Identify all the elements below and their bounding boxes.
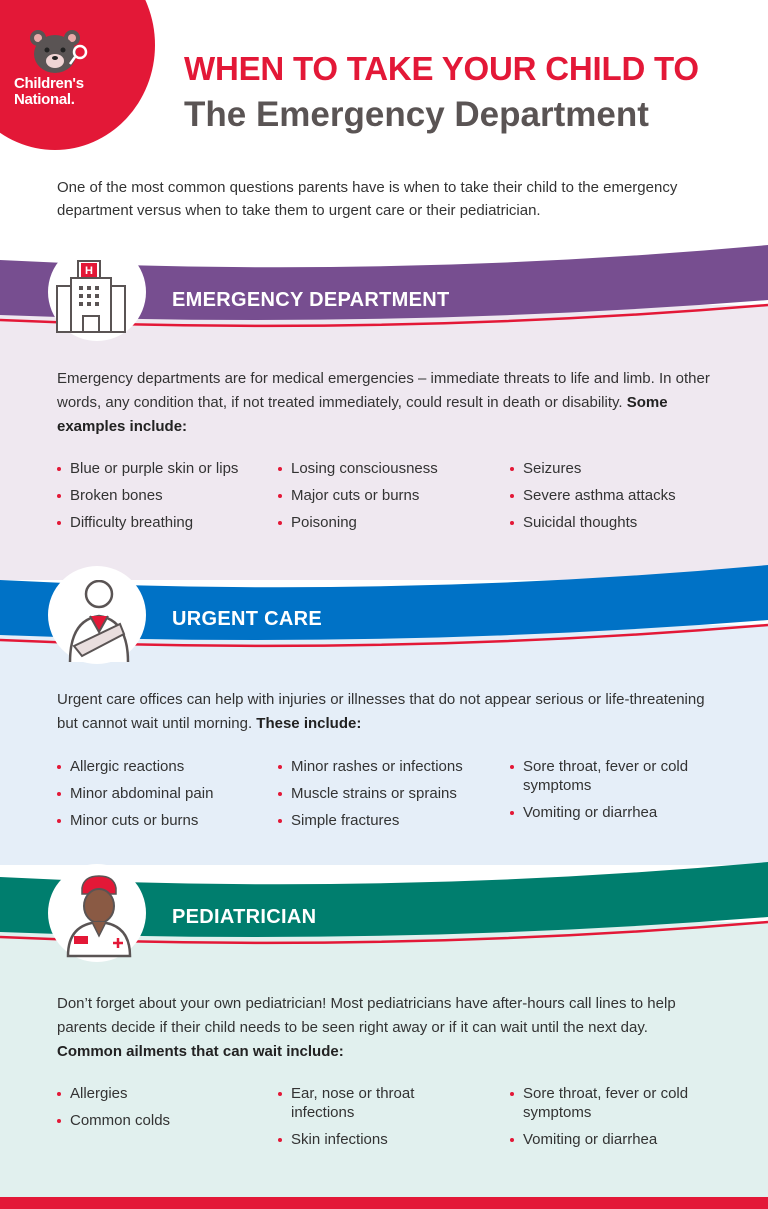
- list-item: Poisoning: [278, 513, 498, 532]
- emergency-heading: EMERGENCY DEPARTMENT: [172, 289, 450, 311]
- list-item: Minor rashes or infections: [278, 757, 503, 776]
- emergency-list-col1: [57, 459, 272, 540]
- emergency-paragraph-bold: Some examples include:: [57, 394, 668, 435]
- urgent-care-heading: URGENT CARE: [172, 608, 322, 630]
- pediatrician-paragraph-bold: Common ailments that can wait include:: [57, 1043, 344, 1060]
- emergency-list-col2: [278, 459, 498, 540]
- list-item: Broken bones: [57, 486, 272, 505]
- list-item: Blue or purple skin or lips: [57, 459, 272, 478]
- brand-line2: National.: [14, 91, 75, 108]
- list-item: Losing consciousness: [278, 459, 498, 478]
- svg-text:H: H: [85, 265, 93, 277]
- list-item: Seizures: [510, 459, 730, 478]
- list-item: Minor cuts or burns: [57, 811, 272, 830]
- pediatrician-list-col3: [510, 1084, 725, 1157]
- list-item: Skin infections: [278, 1130, 468, 1149]
- list-item: Sore throat, fever or cold symptoms: [510, 1084, 725, 1122]
- page-title: WHEN TO TAKE YOUR CHILD TO: [184, 50, 699, 87]
- pediatrician-paragraph-text: Don’t forget about your own pediatrician! Most pediatricians have after-hours call lines to help parents decide if their child needs to be seen right away or if it can wait until the next day.: [57, 995, 676, 1036]
- list-item: Allergic reactions: [57, 757, 272, 776]
- pediatrician-paragraph: [57, 992, 717, 1064]
- bottom-bar: [0, 1197, 768, 1209]
- brand-name: [14, 76, 84, 108]
- urgent-care-paragraph: [57, 688, 717, 736]
- list-item: Minor abdominal pain: [57, 784, 272, 803]
- hospital-icon: [55, 258, 135, 334]
- pediatrician-list-col1: [57, 1084, 272, 1138]
- pediatrician-list-col2: [278, 1084, 468, 1157]
- pediatrician-heading: PEDIATRICIAN: [172, 906, 317, 928]
- urgent-care-paragraph-text: Urgent care offices can help with injuries or illnesses that do not appear serious or life-threatening but cannot wait until morning.: [57, 691, 705, 732]
- urgent-care-paragraph-bold: These include:: [256, 715, 362, 732]
- emergency-list-col3: [510, 459, 730, 540]
- emergency-paragraph-text: Emergency departments are for medical emergencies – immediate threats to life and limb. In other words, any condition that, if not treated immediately, could result in death or disability.: [57, 370, 710, 411]
- urgent-care-list-col1: [57, 757, 272, 838]
- urgent-care-list-col3: [510, 757, 725, 830]
- list-item: Ear, nose or throat infections: [278, 1084, 468, 1122]
- list-item: Simple fractures: [278, 811, 503, 830]
- list-item: Muscle strains or sprains: [278, 784, 503, 803]
- doctor-icon: [62, 874, 136, 958]
- list-item: Vomiting or diarrhea: [510, 1130, 725, 1149]
- list-item: Severe asthma attacks: [510, 486, 730, 505]
- list-item: Difficulty breathing: [57, 513, 272, 532]
- list-item: Major cuts or burns: [278, 486, 498, 505]
- list-item: Suicidal thoughts: [510, 513, 730, 532]
- emergency-paragraph: [57, 367, 717, 439]
- injured-person-icon: [60, 580, 138, 664]
- list-item: Vomiting or diarrhea: [510, 803, 725, 822]
- list-item: Sore throat, fever or cold symptoms: [510, 757, 725, 795]
- list-item: Common colds: [57, 1111, 272, 1130]
- brand-line1: Children's: [14, 75, 84, 92]
- page-subtitle: The Emergency Department: [184, 95, 649, 134]
- list-item: Allergies: [57, 1084, 272, 1103]
- intro-paragraph: One of the most common questions parents have is when to take their child to the emergency department versus when to take them to urgent care or their pediatrician.: [57, 179, 678, 219]
- bear-logo-icon: [28, 28, 88, 76]
- urgent-care-list-col2: [278, 757, 503, 838]
